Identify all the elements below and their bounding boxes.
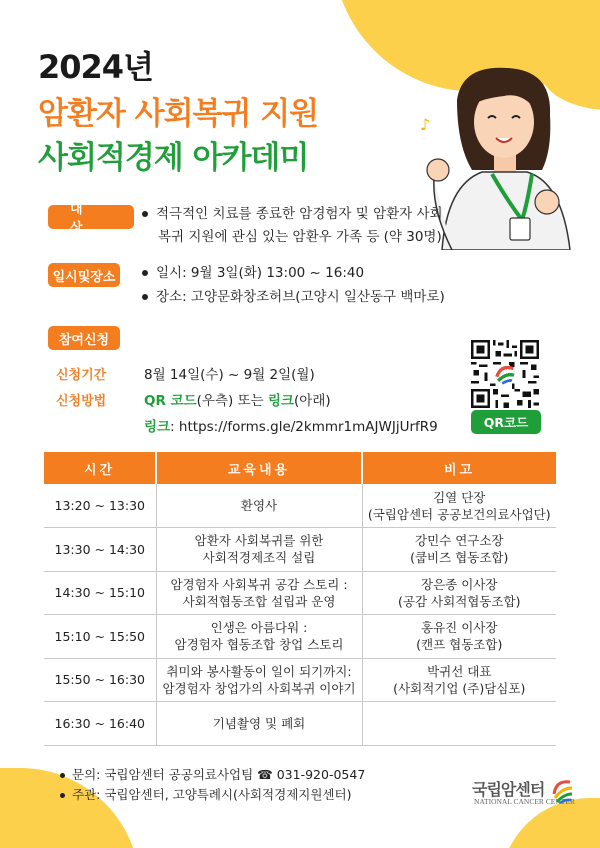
header-time: 시간 xyxy=(44,452,156,484)
datetime-place-tag: 일시및장소 xyxy=(48,263,120,287)
inquiry-line: 문의: 국립암센터 공공의료사업팀 ☎ 031-920-0547 xyxy=(60,765,365,783)
apply-link[interactable]: 링크: https://forms.gle/2kmmr1mAJWJjUrfR9 xyxy=(144,419,438,435)
apply-method-value: QR 코드(우측) 또는 링크(아래) xyxy=(144,393,331,409)
qr-code-button[interactable]: QR코드 xyxy=(471,410,541,434)
ncc-logo-icon xyxy=(550,776,574,804)
row-note: 박귀선 대표 (사회적기업 (주)담심포) xyxy=(362,658,556,702)
link-text: 링크 xyxy=(267,393,295,409)
target-line1: 적극적인 치료를 종료한 암경험자 및 암환자 사회 xyxy=(142,203,443,226)
row-content: 암환자 사회복귀를 위한 사회적경제조직 설립 xyxy=(156,528,362,572)
logo-english: NATIONAL CANCER CENTER xyxy=(474,797,575,806)
apply-tag: 참여신청 xyxy=(48,326,120,350)
row-note xyxy=(362,702,556,746)
bullet-icon xyxy=(60,793,65,798)
row-content: 취미와 봉사활동이 일이 되기까지: 암경험자 창업가의 사회복귀 이야기 xyxy=(156,658,362,702)
bullet-icon xyxy=(142,211,148,217)
target-tag: 대상 xyxy=(48,205,134,229)
row-time: 15:10 ~ 15:50 xyxy=(44,615,156,659)
bullet-icon xyxy=(60,773,65,778)
row-content: 암경험자 사회복귀 공감 스토리 : 사회적협동조합 설립과 운영 xyxy=(156,571,362,615)
title-line2: 사회적경제 아카데미 xyxy=(38,140,309,176)
row-note: 김열 단장 (국립암센터 공공보건의료사업단) xyxy=(362,484,556,528)
table-row xyxy=(44,484,556,528)
row-time: 13:20 ~ 13:30 xyxy=(44,484,156,528)
row-time: 16:30 ~ 16:40 xyxy=(44,702,156,746)
logo-korean: 국립암센터 xyxy=(472,780,545,799)
table-header-row xyxy=(44,452,556,484)
table-row xyxy=(44,615,556,659)
apply-period-value: 8월 14일(수) ~ 9월 2일(월) xyxy=(144,367,315,383)
place-line: 장소: 고양문화창조허브(고양시 일산동구 백마로) xyxy=(142,286,445,309)
row-time: 14:30 ~ 15:10 xyxy=(44,571,156,615)
apply-method-label: 신청방법 xyxy=(56,394,107,409)
apply-link-url[interactable]: : https://forms.gle/2kmmr1mAJWJjUrfR9 xyxy=(170,419,438,435)
qr-code-image[interactable] xyxy=(470,340,540,408)
date-line: 일시: 9월 3일(화) 13:00 ~ 16:40 xyxy=(142,262,364,285)
header-content: 교육내용 xyxy=(156,452,362,484)
table-row xyxy=(44,658,556,702)
row-time: 13:30 ~ 14:30 xyxy=(44,528,156,572)
schedule-table xyxy=(44,452,556,746)
apply-period-label: 신청기간 xyxy=(56,368,107,383)
table-row xyxy=(44,571,556,615)
host-line: 주관: 국립암센터, 고양특례시(사회적경제지원센터) xyxy=(60,785,351,803)
qr-code-text: QR 코드 xyxy=(144,393,197,409)
row-note: 강민수 연구소장 (쿱비즈 협동조합) xyxy=(362,528,556,572)
header-note: 비고 xyxy=(362,452,556,484)
row-content: 인생은 아름다워 : 암경험자 협동조합 창업 스토리 xyxy=(156,615,362,659)
row-note: 홍유진 이사장 (캔프 협동조합) xyxy=(362,615,556,659)
svg-text:♪: ♪ xyxy=(420,115,431,134)
table-row xyxy=(44,702,556,746)
title-year: 2024년 xyxy=(38,48,153,86)
row-time: 15:50 ~ 16:30 xyxy=(44,658,156,702)
row-note: 장은종 이사장 (공감 사회적협동조합) xyxy=(362,571,556,615)
row-content: 환영사 xyxy=(156,484,362,528)
target-line2: 복귀 지원에 관심 있는 암환우 가족 등 (약 30명) xyxy=(158,229,442,245)
bullet-icon xyxy=(142,294,148,300)
title-line1: 암환자 사회복귀 지원 xyxy=(38,96,319,132)
bullet-icon xyxy=(142,270,148,276)
table-row xyxy=(44,528,556,572)
row-content: 기념촬영 및 폐회 xyxy=(156,702,362,746)
